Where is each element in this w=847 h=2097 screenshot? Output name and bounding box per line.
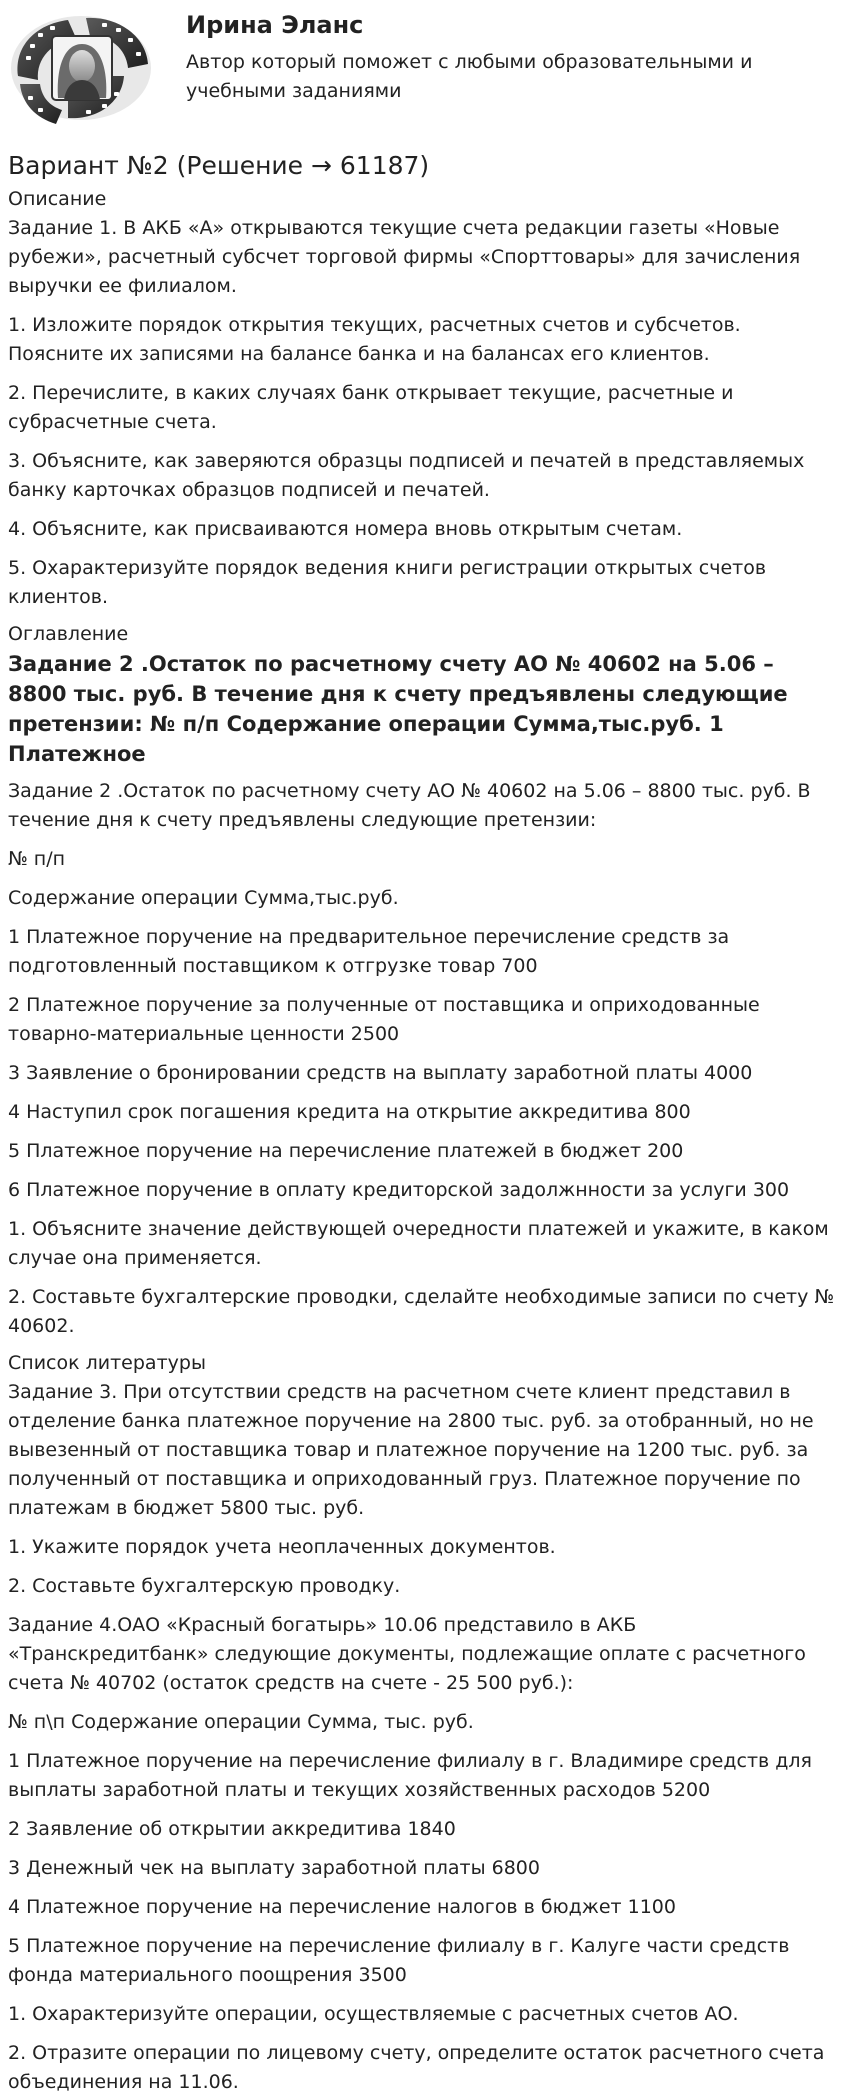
task4-row-5: 5 Платежное поручение на перечисление филиалу в г. Калуге части средств фонда материального поощрения 3500	[8, 1935, 790, 1986]
literature-label: Список литературы	[8, 1352, 206, 1374]
task2-row-4: 4 Наступил срок погашения кредита на открытие аккредитива 800	[8, 1101, 691, 1123]
task3-intro: Задание 3. При отсутствии средств на расчетном счете клиент представил в отделение банка платежное поручение на 2800 тыс. руб. за отобранный, но не вывезенный от поставщика товар и платежное поручение на 1200 тыс. руб. за полученный от поставщика и оприходованный груз. Платежное поручение по платежам в бюджет 5800 тыс. руб.	[8, 1381, 814, 1519]
task1-item-3: 3. Объясните, как заверяются образцы подписей и печатей в представляемых банку карточках образцов подписей и печатей.	[8, 450, 805, 501]
toc-title: Задание 2 .Остаток по расчетному счету АО № 40602 на 5.06 – 8800 тыс. руб. В течение дня к счету предъявлены следующие претензии: № п/п Содержание операции Сумма,тыс.руб. 1 Платежное	[8, 652, 788, 766]
task4-intro: Задание 4.ОАО «Красный богатырь» 10.06 представило в АКБ «Транскредитбанк» следующие документы, подлежащие оплате с расчетного счета № 40702 (остаток средств на счете - 25 500 руб.):	[8, 1614, 806, 1694]
author-description: Автор который поможет с любыми образовательными и учебными заданиями	[186, 51, 753, 102]
task1-item-2: 2. Перечислите, в каких случаях банк открывает текущие, расчетные и субрасчетные счета.	[8, 382, 734, 433]
main-content	[0, 135, 847, 2097]
task2-row-2: 2 Платежное поручение за полученные от поставщика и оприходованные товарно-материальные ценности 2500	[8, 994, 760, 1045]
task4-question-1: 1. Охарактеризуйте операции, осуществляемые с расчетных счетов АО.	[8, 2003, 739, 2025]
task4-header: № п\п Содержание операции Сумма, тыс. руб.	[8, 1711, 474, 1733]
task2-col-header: Содержание операции Сумма,тыс.руб.	[8, 887, 399, 909]
variant-title: Вариант №2 (Решение → 61187)	[8, 151, 430, 180]
author-name[interactable]: Ирина Эланс	[186, 11, 364, 39]
task2-question-1: 1. Объясните значение действующей очередности платежей и укажите, в каком случае она применяется.	[8, 1218, 829, 1269]
task1-item-5: 5. Охарактеризуйте порядок ведения книги регистрации открытых счетов клиентов.	[8, 557, 767, 608]
avatar[interactable]	[6, 6, 156, 128]
task4-question-2: 2. Отразите операции по лицевому счету, определите остаток расчетного счета объединения на 11.06.	[8, 2042, 825, 2093]
task1-item-1: 1. Изложите порядок открытия текущих, расчетных счетов и субсчетов. Поясните их записями на балансе банка и на балансах его клиентов.	[8, 314, 741, 365]
task4-row-4: 4 Платежное поручение на перечисление налогов в бюджет 1100	[8, 1896, 676, 1918]
task2-row-3: 3 Заявление о бронировании средств на выплату заработной платы 4000	[8, 1062, 753, 1084]
task3-question-2: 2. Составьте бухгалтерскую проводку.	[8, 1575, 401, 1597]
task3-question-1: 1. Укажите порядок учета неоплаченных документов.	[8, 1536, 556, 1558]
task4-row-3: 3 Денежный чек на выплату заработной платы 6800	[8, 1857, 540, 1879]
task2-question-2: 2. Составьте бухгалтерские проводки, сделайте необходимые записи по счету № 40602.	[8, 1286, 835, 1337]
task4-row-1: 1 Платежное поручение на перечисление филиалу в г. Владимире средств для выплаты заработной платы и текущих хозяйственных расходов 5200	[8, 1750, 812, 1801]
task2-intro: Задание 2 .Остаток по расчетному счету АО № 40602 на 5.06 – 8800 тыс. руб. В течение дня к счету предъявлены следующие претензии:	[8, 780, 811, 831]
task2-row-5: 5 Платежное поручение на перечисление платежей в бюджет 200	[8, 1140, 684, 1162]
task2-row-1: 1 Платежное поручение на предварительное перечисление средств за подготовленный поставщиком к отгрузке товар 700	[8, 926, 730, 977]
author-card	[0, 0, 847, 135]
task1-item-4: 4. Объясните, как присваиваются номера вновь открытым счетам.	[8, 518, 683, 540]
toc-label: Оглавление	[8, 623, 129, 645]
task4-row-2: 2 Заявление об открытии аккредитива 1840	[8, 1818, 456, 1840]
film-frame-avatar-icon	[6, 6, 156, 128]
task2-col-no: № п/п	[8, 848, 66, 870]
task2-row-6: 6 Платежное поручение в оплату кредиторской задолжнности за услуги 300	[8, 1179, 790, 1201]
task1-intro: Задание 1. В АКБ «А» открываются текущие счета редакции газеты «Новые рубежи», расчетный субсчет торговой фирмы «Спорттовары» для зачисления выручки ее филиалом.	[8, 217, 801, 297]
description-label: Описание	[8, 188, 107, 210]
